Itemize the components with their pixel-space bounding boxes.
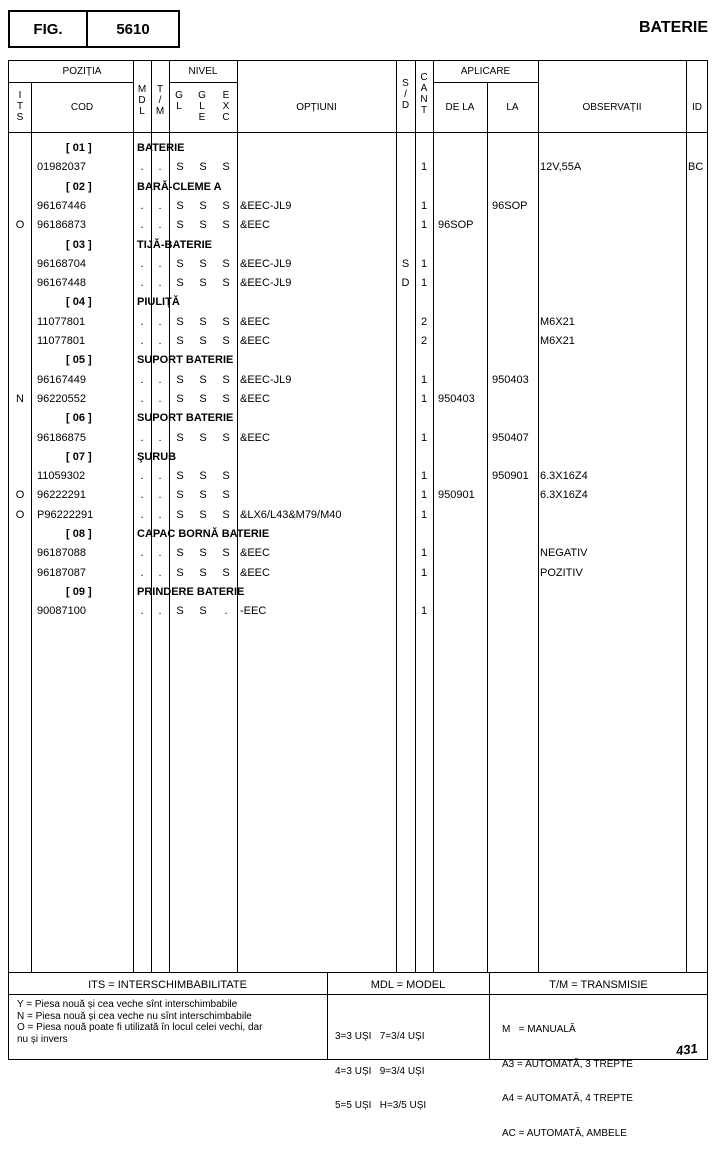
part-code: 96222291 (37, 489, 86, 502)
quantity-cell: 2 (420, 335, 428, 347)
exc-cell: S (222, 161, 230, 174)
gle-cell: S (199, 373, 207, 386)
options-cell: &EEC (240, 547, 270, 560)
page-number: 431 (675, 1040, 699, 1059)
quantity-cell: 1 (420, 431, 428, 444)
quantity-cell: 1 (420, 161, 428, 174)
options-cell: &EEC-JL9 (240, 373, 292, 386)
mdl-cell: . (140, 373, 144, 386)
its-cell: O (15, 489, 25, 502)
legend-its-line: Y = Piesa nouă și cea veche sînt interschimbabile (17, 999, 238, 1010)
header-gl: G L (175, 90, 183, 112)
gl-cell: S (176, 547, 184, 560)
gl-cell: S (176, 470, 184, 483)
observations-cell: 6.3X16Z4 (540, 470, 588, 483)
gle-cell: S (199, 219, 207, 232)
group-name: BATERIE (137, 142, 185, 154)
legend-mdl-lines (335, 1008, 485, 1123)
header-id: ID (692, 102, 702, 113)
exc-cell: S (222, 199, 230, 212)
header-sd: S / D (401, 78, 410, 111)
gl-cell: S (176, 315, 184, 328)
mdl-cell: . (140, 257, 144, 270)
quantity-cell: 1 (420, 219, 428, 232)
exc-cell: S (222, 470, 230, 483)
gl-cell: S (176, 199, 184, 212)
group-position: [ 07 ] (66, 450, 92, 463)
mdl-cell: . (140, 605, 144, 618)
mdl-cell: . (140, 489, 144, 502)
gle-cell: S (199, 489, 207, 502)
quantity-cell: 1 (420, 508, 428, 521)
options-cell: &EEC (240, 335, 270, 347)
gl-cell: S (176, 161, 184, 174)
quantity-cell: 1 (420, 392, 428, 405)
group-name: TIJĂ-BATERIE (137, 238, 212, 251)
group-name: SUPORT BATERIE (137, 354, 234, 367)
observations-cell: M6X21 (540, 335, 575, 347)
options-cell: &EEC (240, 566, 270, 579)
gle-cell: S (199, 566, 207, 579)
options-cell: &EEC-JL9 (240, 277, 292, 290)
from-cell: 96SOP (438, 219, 474, 232)
header-pozitia: POZIȚIA (62, 66, 102, 77)
quantity-cell: 1 (420, 277, 428, 290)
tm-cell: . (158, 547, 162, 560)
part-code: 11077801 (37, 335, 86, 347)
part-code: P96222291 (37, 508, 94, 521)
exc-cell: S (222, 547, 230, 560)
observations-cell: M6X21 (540, 315, 575, 328)
tm-cell: . (158, 373, 162, 386)
gle-cell: S (199, 315, 207, 328)
part-code: 90087100 (37, 605, 86, 618)
legend-mdl-line: 4=3 UȘI 9=3/4 UȘI (335, 1065, 425, 1077)
group-position: [ 04 ] (66, 296, 92, 309)
part-code: 11077801 (37, 315, 86, 328)
quantity-cell: 1 (420, 470, 428, 483)
legend-tm-line: A4 = AUTOMATĂ, 4 TREPTE (502, 1093, 633, 1104)
legend-its-line: N = Piesa nouă și cea veche nu sînt interschimbabile (17, 1010, 252, 1022)
gle-cell: S (199, 547, 207, 560)
sd-cell: D (401, 277, 410, 290)
id-cell: BC (688, 161, 704, 174)
mdl-cell: . (140, 431, 144, 444)
gle-cell: S (199, 161, 207, 174)
exc-cell: S (222, 335, 230, 347)
gle-cell: S (199, 277, 207, 290)
exc-cell: S (222, 315, 230, 328)
its-cell: N (16, 392, 24, 405)
tm-cell: . (158, 161, 162, 174)
group-name: SUPORT BATERIE (137, 412, 234, 425)
legend-its-lines (17, 999, 325, 1045)
sd-cell: S (401, 257, 410, 270)
quantity-cell: 1 (420, 547, 428, 560)
gle-cell: S (199, 199, 207, 212)
its-cell: O (15, 219, 25, 232)
gle-cell: S (199, 257, 207, 270)
page-title: BATERIE (638, 19, 708, 36)
exc-cell: S (222, 392, 230, 405)
observations-cell: NEGATIV (540, 547, 588, 560)
fig-label-box (8, 10, 88, 48)
options-cell: &EEC (240, 392, 270, 405)
group-name: PIULIȚĂ (137, 296, 180, 309)
mdl-cell: . (140, 547, 144, 560)
exc-cell: S (222, 373, 230, 386)
gl-cell: S (176, 335, 184, 347)
fig-number-box (86, 10, 180, 48)
tm-cell: . (158, 219, 162, 232)
legend-tm-line: A3 = AUTOMATĂ, 3 TREPTE (502, 1058, 633, 1070)
options-cell: &EEC (240, 219, 270, 232)
its-cell: O (15, 508, 25, 521)
part-code: 11059302 (37, 470, 86, 483)
tm-cell: . (158, 605, 162, 618)
header-dela: DE LA (445, 102, 475, 113)
mdl-cell: . (140, 392, 144, 405)
legend-mdl-line: 3=3 UȘI 7=3/4 UȘI (335, 1031, 425, 1042)
tm-cell: . (158, 257, 162, 270)
options-cell: &EEC-JL9 (240, 199, 292, 212)
gle-cell: S (199, 431, 207, 444)
tm-cell: . (158, 566, 162, 579)
quantity-cell: 1 (420, 566, 428, 579)
group-name: ŞURUB (137, 450, 177, 463)
part-code: 96167449 (37, 373, 86, 386)
to-cell: 950403 (492, 373, 529, 386)
observations-cell: POZITIV (540, 566, 583, 579)
part-code: 96186875 (37, 431, 86, 444)
exc-cell: S (222, 489, 230, 502)
group-position: [ 05 ] (66, 354, 92, 367)
mdl-cell: . (140, 161, 144, 174)
from-cell: 950403 (438, 392, 475, 405)
options-cell: -EEC (240, 605, 267, 618)
tm-cell: . (158, 335, 162, 347)
exc-cell: S (222, 277, 230, 290)
exc-cell: S (222, 219, 230, 232)
group-position: [ 01 ] (66, 142, 92, 154)
part-code: 96187088 (37, 547, 86, 560)
quantity-cell: 2 (420, 315, 428, 328)
tm-cell: . (158, 470, 162, 483)
legend-mdl-title: MDL = MODEL (370, 979, 446, 991)
gle-cell: S (199, 392, 207, 405)
part-code: 96168704 (37, 257, 86, 270)
legend-its-title: ITS = INTERSCHIMBABILITATE (88, 979, 247, 991)
mdl-cell: . (140, 219, 144, 232)
to-cell: 96SOP (492, 199, 528, 212)
options-cell: &LX6/L43&M79/M40 (240, 508, 342, 521)
part-code: 96167448 (37, 277, 86, 290)
tm-cell: . (158, 392, 162, 405)
header-cod: COD (70, 102, 94, 113)
header-nivel: NIVEL (188, 66, 218, 77)
group-name: PRINDERE BATERIE (137, 585, 245, 598)
header-la: LA (506, 102, 519, 113)
gl-cell: S (176, 373, 184, 386)
group-position: [ 08 ] (66, 528, 92, 540)
exc-cell: S (222, 566, 230, 579)
mdl-cell: . (140, 335, 144, 347)
part-code: 96167446 (37, 199, 86, 212)
gle-cell: S (199, 335, 207, 347)
group-position: [ 02 ] (66, 180, 92, 193)
mdl-cell: . (140, 508, 144, 521)
gl-cell: S (176, 219, 184, 232)
part-code: 96220552 (37, 392, 86, 405)
gl-cell: S (176, 277, 184, 290)
tm-cell: . (158, 489, 162, 502)
gl-cell: S (176, 257, 184, 270)
legend-its-line: nu și invers (17, 1033, 68, 1045)
mdl-cell: . (140, 566, 144, 579)
to-cell: 950407 (492, 431, 529, 444)
group-position: [ 06 ] (66, 412, 92, 425)
header-cant: C A N T (420, 72, 428, 116)
header-tm: T / M (155, 84, 165, 117)
exc-cell: S (222, 431, 230, 444)
legend-tm-title: T/M = TRANSMISIE (549, 979, 648, 991)
observations-cell: 6.3X16Z4 (540, 489, 588, 502)
observations-cell: 12V,55A (540, 161, 582, 174)
gl-cell: S (176, 431, 184, 444)
gle-cell: S (199, 605, 207, 618)
from-cell: 950901 (438, 489, 475, 502)
options-cell: &EEC (240, 431, 270, 444)
options-cell: &EEC (240, 315, 270, 328)
quantity-cell: 1 (420, 257, 428, 270)
group-position: [ 09 ] (66, 585, 92, 598)
legend-mdl-line: 5=5 UȘI H=3/5 UȘI (335, 1100, 427, 1111)
tm-cell: . (158, 199, 162, 212)
group-position: [ 03 ] (66, 238, 92, 251)
quantity-cell: 1 (420, 605, 428, 618)
gl-cell: S (176, 392, 184, 405)
tm-cell: . (158, 508, 162, 521)
exc-cell: . (224, 605, 228, 618)
options-cell: &EEC-JL9 (240, 257, 292, 270)
gl-cell: S (176, 566, 184, 579)
gle-cell: S (199, 470, 207, 483)
legend-tm-line: M = MANUALĂ (502, 1024, 576, 1035)
header-observatii: OBSERVAȚII (582, 102, 642, 113)
header-aplicare: APLICARE (460, 66, 511, 77)
part-code: 96186873 (37, 219, 86, 232)
tm-cell: . (158, 315, 162, 328)
legend-tm-line: AC = AUTOMATĂ, AMBELE (502, 1127, 627, 1139)
quantity-cell: 1 (420, 199, 428, 212)
exc-cell: S (222, 257, 230, 270)
tm-cell: . (158, 431, 162, 444)
header-gle: G L E (198, 90, 206, 123)
tm-cell: . (158, 277, 162, 290)
fig-label: FIG. (33, 20, 63, 38)
group-name: BARĂ-CLEME A (137, 180, 222, 193)
quantity-cell: 1 (420, 373, 428, 386)
header-exc: E X C (222, 90, 230, 123)
header-its: I T S (16, 90, 24, 123)
legend-its-line: O = Piesa nouă poate fi utilizată în locul celei vechi, dar (17, 1022, 263, 1033)
to-cell: 950901 (492, 470, 529, 483)
legend-tm-lines (502, 1001, 692, 1151)
part-code: 96187087 (37, 566, 86, 579)
exc-cell: S (222, 508, 230, 521)
gl-cell: S (176, 489, 184, 502)
mdl-cell: . (140, 315, 144, 328)
gle-cell: S (199, 508, 207, 521)
quantity-cell: 1 (420, 489, 428, 502)
part-code: 01982037 (37, 161, 86, 174)
mdl-cell: . (140, 470, 144, 483)
gl-cell: S (176, 605, 184, 618)
header-mdl: M D L (137, 84, 147, 117)
fig-number: 5610 (116, 20, 150, 38)
header-optiuni: OPȚIUNI (296, 102, 337, 113)
gl-cell: S (176, 508, 184, 521)
mdl-cell: . (140, 199, 144, 212)
group-name: CAPAC BORNĂ BATERIE (137, 528, 270, 540)
mdl-cell: . (140, 277, 144, 290)
